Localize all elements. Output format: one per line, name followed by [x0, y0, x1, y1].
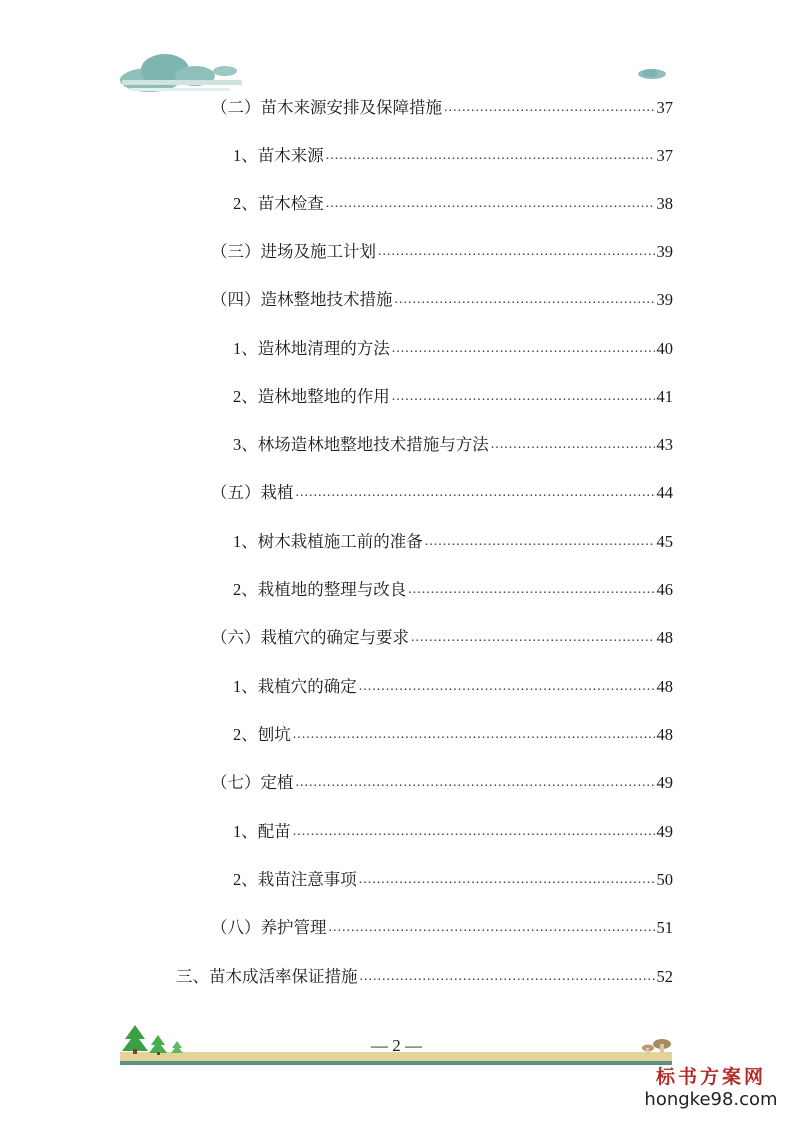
toc-entry-page: 39	[656, 290, 673, 309]
toc-entry-page: 37	[656, 98, 673, 117]
toc-entry[interactable]	[233, 192, 673, 216]
toc-entry-label: 三、苗木成活率保证措施	[176, 967, 358, 986]
page-number: — 2 —	[371, 1036, 422, 1055]
toc-entry-label: 2、刨坑	[233, 725, 291, 744]
toc-entry-label: 2、栽植地的整理与改良	[233, 580, 407, 599]
toc-entry-page: 48	[656, 725, 673, 744]
toc-entry[interactable]	[211, 771, 673, 795]
toc-entry-page: 50	[656, 870, 673, 889]
toc-entry[interactable]	[233, 433, 673, 457]
toc-entry-label: （六）栽植穴的确定与要求	[211, 628, 409, 647]
toc-entry[interactable]	[211, 481, 673, 505]
dot-leader	[408, 580, 654, 602]
toc-entry-label: （五）栽植	[211, 483, 294, 502]
toc-entry[interactable]	[211, 240, 673, 264]
toc-entry-page: 48	[656, 677, 673, 696]
toc-entry[interactable]	[176, 965, 673, 989]
toc-entry-page: 45	[656, 532, 673, 551]
toc-entry[interactable]	[211, 916, 673, 940]
toc-entry-label: 2、苗木检查	[233, 194, 324, 213]
toc-entry-label: 1、栽植穴的确定	[233, 677, 357, 696]
toc-entry[interactable]	[233, 868, 673, 892]
toc-entry[interactable]	[233, 337, 673, 361]
toc-entry-label: 2、栽苗注意事项	[233, 870, 357, 889]
dot-leader	[425, 532, 655, 554]
watermark-url: hongke98.com	[644, 1089, 778, 1110]
toc-entry[interactable]	[233, 675, 673, 699]
toc-entry[interactable]	[233, 723, 673, 747]
toc-entry-label: （三）进场及施工计划	[211, 242, 376, 261]
dot-leader	[395, 290, 655, 312]
toc-entry-page: 40	[656, 339, 673, 358]
dot-leader	[491, 435, 655, 457]
dot-leader	[296, 483, 655, 505]
toc-entry-page: 46	[656, 580, 673, 599]
toc-entry-label: 1、造林地清理的方法	[233, 339, 390, 358]
dot-leader	[293, 822, 655, 844]
ground-strip	[120, 1061, 672, 1065]
toc-entry-page: 37	[656, 146, 673, 165]
toc-entry-label: （四）造林整地技术措施	[211, 290, 393, 309]
toc-entry-page: 43	[656, 435, 673, 454]
dot-leader	[378, 242, 655, 264]
dot-leader	[296, 773, 655, 795]
dot-leader	[360, 967, 655, 989]
toc-entry[interactable]	[233, 385, 673, 409]
toc-entry-label: （七）定植	[211, 773, 294, 792]
toc-entry[interactable]	[211, 626, 673, 650]
dot-leader	[392, 387, 655, 409]
dot-leader	[444, 98, 655, 120]
toc-entry-label: 1、配苗	[233, 822, 291, 841]
toc-entry-page: 49	[656, 773, 673, 792]
toc-entry-label: （二）苗木来源安排及保障措施	[211, 98, 442, 117]
toc-entry-page: 38	[656, 194, 673, 213]
dot-leader	[359, 677, 655, 699]
toc-entry-label: （八）养护管理	[211, 918, 327, 937]
toc-entry-label: 1、树木栽植施工前的准备	[233, 532, 423, 551]
toc-entry-label: 2、造林地整地的作用	[233, 387, 390, 406]
dot-leader	[326, 194, 655, 216]
toc-entry[interactable]	[233, 578, 673, 602]
dot-leader	[411, 628, 655, 650]
dot-leader	[293, 725, 655, 747]
toc-entry-label: 3、林场造林地整地技术措施与方法	[233, 435, 489, 454]
watermark-title: 标书方案网	[655, 1066, 766, 1088]
toc-entry-label: 1、苗木来源	[233, 146, 324, 165]
toc-entry[interactable]	[233, 820, 673, 844]
toc-entry-page: 48	[656, 628, 673, 647]
toc-entry[interactable]	[211, 288, 673, 312]
toc-entry-page: 51	[656, 918, 673, 937]
site-watermark	[641, 1066, 781, 1112]
toc-entry-page: 39	[656, 242, 673, 261]
toc-entry[interactable]	[233, 144, 673, 168]
toc-entry-page: 52	[656, 967, 673, 986]
toc-entry-page: 49	[656, 822, 673, 841]
dot-leader	[326, 146, 655, 168]
dot-leader	[392, 339, 655, 361]
dot-leader	[329, 918, 655, 940]
toc-entry-page: 44	[656, 483, 673, 502]
dot-leader	[359, 870, 655, 892]
toc-entry[interactable]	[233, 530, 673, 554]
toc-entry[interactable]	[211, 96, 673, 120]
toc-entry-page: 41	[656, 387, 673, 406]
